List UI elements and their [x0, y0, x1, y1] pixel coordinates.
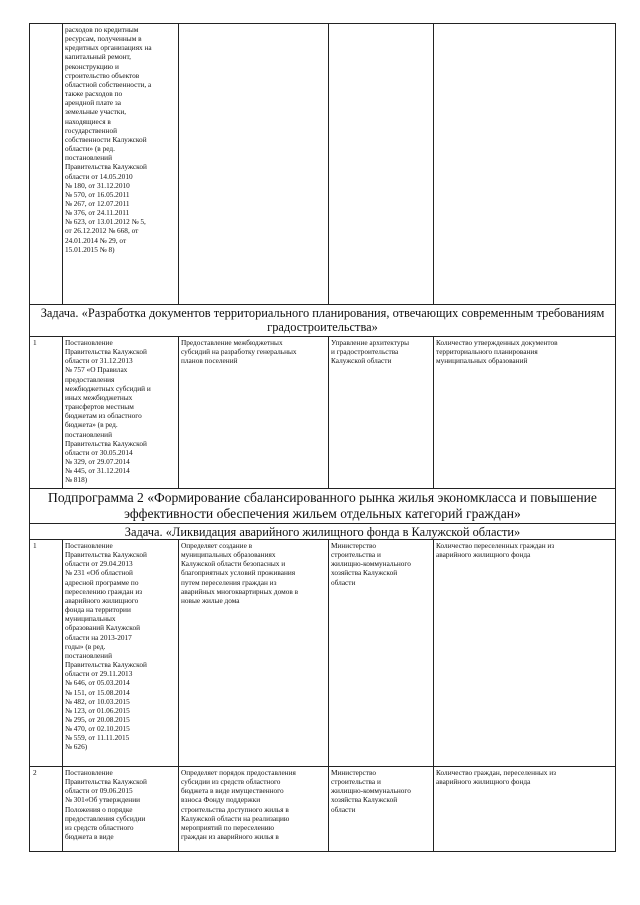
table-row: [30, 540, 616, 767]
task-heading: Задача. «Ликвидация аварийного жилищного фонда в Калужской области»: [30, 524, 616, 540]
programs-table: [29, 23, 616, 852]
indicator-text: Количество переселенных граждан из аварийного жилищного фонда: [436, 541, 555, 560]
legal-act-cell: [63, 767, 179, 852]
description-cell: [179, 24, 329, 305]
description-text: Предоставление межбюджетных субсидий на разработку генеральных планов поселений: [181, 338, 297, 366]
task-heading-row: [30, 305, 616, 337]
legal-act-text: расходов по кредитным ресурсам, полученным в кредитных организациях на капитальный ремонт, реконструкцию и строительство объектов областной собственности, а также расходов по арендной плате за земельные участки, находящиеся в государственной собственности Калужской области» (в ред. постановлений Правительства Калужской области от 14.05.2010 № 180, от 31.12.2010 № 570, от 16.05.2011 № 267, от 12.07.2011 № 376, от 24.11.2011 № 623, от 13.01.2012 № 5, от 26.12.2012 № 668, от 24.01.2014 № 29, от 15.01.2015 № 8): [65, 25, 152, 254]
description-cell: [179, 540, 329, 767]
indicator-text: Количество утвержденных документов территориального планирования муниципальных образований: [436, 338, 558, 366]
description-cell: [179, 337, 329, 489]
table-row: [30, 767, 616, 852]
executor-text: Управление архитектуры и градостроительства Калужской области: [331, 338, 410, 366]
table-row: [30, 24, 616, 305]
subprogram-heading: Подпрограмма 2 «Формирование сбалансированного рынка жилья экономкласса и повышение эффективности обеспечения жильем отдельных категорий граждан»: [30, 489, 616, 524]
indicator-cell: [434, 767, 616, 852]
row-number: 2: [30, 767, 63, 852]
indicator-text: Количество граждан, переселенных из аварийного жилищного фонда: [436, 768, 557, 787]
table-row: [30, 337, 616, 489]
task-heading: Задача. «Разработка документов территориального планирования, отвечающих современным требованиям градостроительства»: [30, 305, 616, 337]
legal-act-text: Постановление Правительства Калужской области от 31.12.2013 № 757 «О Правилах предоставления межбюджетных субсидий и иных межбюджетных трансфертов местным бюджетам из областного бюджета» (в ред. постановлений Правительства Калужской области от 30.05.2014 № 329, от 29.07.2014 № 445, от 31.12.2014 № 818): [65, 338, 151, 485]
legal-act-cell: [63, 337, 179, 489]
description-text: Определяет создание в муниципальных образованиях Калужской области безопасных и благоприятных условий проживания путем переселения граждан из аварийных многоквартирных домов в новые жилые дома: [181, 541, 299, 605]
task-heading-row: [30, 524, 616, 540]
subprogram-heading-row: [30, 489, 616, 524]
indicator-cell: [434, 337, 616, 489]
executor-text: Министерство строительства и жилищно-коммунального хозяйства Калужской области: [331, 768, 411, 814]
row-number: [30, 24, 63, 305]
row-number: 1: [30, 337, 63, 489]
executor-cell: [329, 540, 434, 767]
executor-text: Министерство строительства и жилищно-коммунального хозяйства Калужской области: [331, 541, 411, 587]
legal-act-cell: [63, 540, 179, 767]
legal-act-cell: [63, 24, 179, 305]
indicator-cell: [434, 24, 616, 305]
legal-act-text: Постановление Правительства Калужской области от 29.04.2013 № 231 «Об областной адресной программе по переселению граждан из аварийного жилищного фонда на территории муниципальных образований Калужской области на 2013-2017 годы» (в ред. постановлений Правительства Калужской области от 29.11.2013 № 646, от 05.03.2014 № 151, от 15.08.2014 № 482, от 10.03.2015 № 123, от 01.06.2015 № 295, от 20.08.2015 № 470, от 02.10.2015 № 559, от 11.11.2015 № 626): [65, 541, 147, 752]
description-cell: [179, 767, 329, 852]
executor-cell: [329, 337, 434, 489]
description-text: Определяет порядок предоставления субсидии из средств областного бюджета в виде имущественного взноса Фонду поддержки строительства доступного жилья в Калужской области на реализацию мероприятий по переселению граждан из аварийного жилья в: [181, 768, 296, 842]
indicator-cell: [434, 540, 616, 767]
row-number: 1: [30, 540, 63, 767]
executor-cell: [329, 767, 434, 852]
legal-act-text: Постановление Правительства Калужской области от 09.06.2015 № 301«Об утверждении Положения о порядке предоставления субсидии из средств областного бюджета в виде: [65, 768, 147, 842]
executor-cell: [329, 24, 434, 305]
